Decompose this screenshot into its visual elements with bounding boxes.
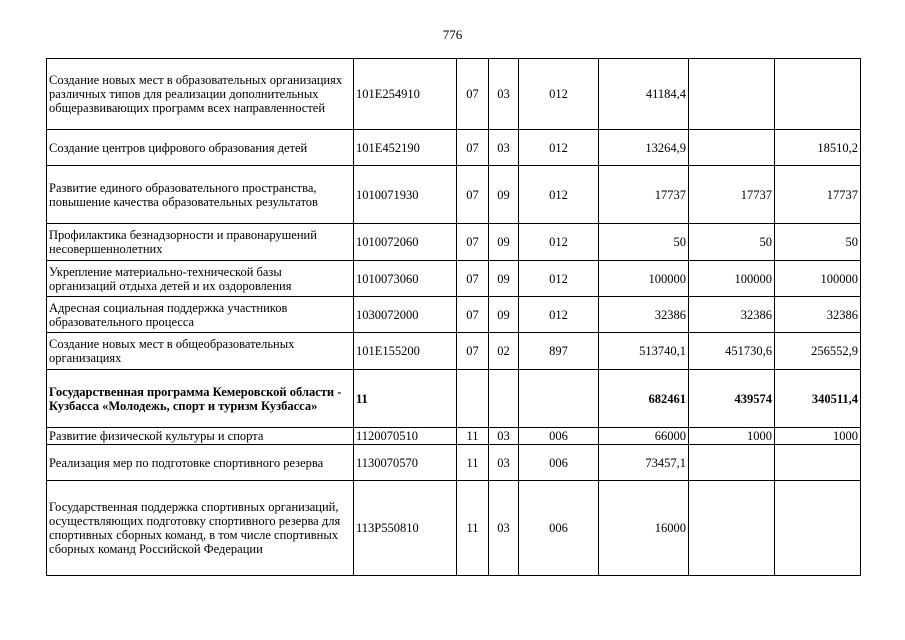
table-row (47, 297, 861, 333)
row-amount-1: 16000 (599, 481, 689, 576)
table-row (47, 224, 861, 261)
row-name: Государственная поддержка спортивных организаций, осуществляющих подготовку спортивного резерва для спортивных сборных команд, в том числе спортивных сборных команд Российской Федерации (47, 481, 354, 576)
row-amount-1: 17737 (599, 166, 689, 224)
row-expense-type (519, 370, 599, 428)
row-subsection: 03 (489, 130, 519, 166)
table-row (47, 428, 861, 445)
row-amount-1: 66000 (599, 428, 689, 445)
row-amount-3: 340511,4 (775, 370, 861, 428)
row-code: 113Р550810 (354, 481, 457, 576)
row-amount-1: 682461 (599, 370, 689, 428)
row-amount-2 (689, 445, 775, 481)
row-amount-2 (689, 59, 775, 130)
row-code: 1130070570 (354, 445, 457, 481)
row-amount-3 (775, 481, 861, 576)
row-expense-type: 012 (519, 130, 599, 166)
row-amount-1: 50 (599, 224, 689, 261)
row-expense-type: 012 (519, 59, 599, 130)
row-section: 07 (457, 130, 489, 166)
row-section: 07 (457, 224, 489, 261)
row-amount-3: 1000 (775, 428, 861, 445)
row-name: Создание новых мест в образовательных организациях различных типов для реализации дополнительных общеразвивающих программ всех направленностей (47, 59, 354, 130)
row-section: 11 (457, 445, 489, 481)
row-code: 101Е254910 (354, 59, 457, 130)
row-code: 1010073060 (354, 261, 457, 297)
row-code: 1010071930 (354, 166, 457, 224)
row-amount-3 (775, 59, 861, 130)
row-amount-1: 100000 (599, 261, 689, 297)
row-subsection: 03 (489, 428, 519, 445)
row-amount-1: 32386 (599, 297, 689, 333)
table-row (47, 370, 861, 428)
row-subsection: 03 (489, 59, 519, 130)
row-subsection: 09 (489, 224, 519, 261)
row-subsection: 03 (489, 445, 519, 481)
row-amount-1: 41184,4 (599, 59, 689, 130)
row-subsection: 02 (489, 333, 519, 370)
row-expense-type: 897 (519, 333, 599, 370)
row-amount-2: 17737 (689, 166, 775, 224)
table-row (47, 261, 861, 297)
row-subsection: 03 (489, 481, 519, 576)
row-section (457, 370, 489, 428)
row-amount-2: 451730,6 (689, 333, 775, 370)
budget-table (46, 58, 861, 576)
row-expense-type: 006 (519, 481, 599, 576)
page-number: 776 (442, 27, 463, 42)
row-name: Создание центров цифрового образования детей (47, 130, 354, 166)
row-amount-3: 50 (775, 224, 861, 261)
row-amount-1: 73457,1 (599, 445, 689, 481)
row-code: 101Е452190 (354, 130, 457, 166)
row-amount-3: 256552,9 (775, 333, 861, 370)
row-expense-type: 012 (519, 297, 599, 333)
row-code: 11 (354, 370, 457, 428)
row-subsection: 09 (489, 166, 519, 224)
row-name: Государственная программа Кемеровской области - Кузбасса «Молодежь, спорт и туризм Кузбасса» (47, 370, 354, 428)
row-section: 07 (457, 59, 489, 130)
row-amount-2: 100000 (689, 261, 775, 297)
row-amount-2: 50 (689, 224, 775, 261)
row-expense-type: 012 (519, 261, 599, 297)
row-code: 1030072000 (354, 297, 457, 333)
table-row (47, 130, 861, 166)
table-row (47, 481, 861, 576)
row-amount-2: 1000 (689, 428, 775, 445)
row-expense-type: 012 (519, 224, 599, 261)
table-row (47, 445, 861, 481)
row-name: Реализация мер по подготовке спортивного резерва (47, 445, 354, 481)
row-name: Развитие физической культуры и спорта (47, 428, 354, 445)
row-section: 11 (457, 428, 489, 445)
row-expense-type: 012 (519, 166, 599, 224)
table-row (47, 59, 861, 130)
row-amount-3: 100000 (775, 261, 861, 297)
row-code: 1010072060 (354, 224, 457, 261)
row-name: Профилактика безнадзорности и правонарушений несовершеннолетних (47, 224, 354, 261)
row-section: 11 (457, 481, 489, 576)
row-expense-type: 006 (519, 445, 599, 481)
row-amount-2: 32386 (689, 297, 775, 333)
row-code: 101Е155200 (354, 333, 457, 370)
row-amount-2 (689, 481, 775, 576)
row-amount-1: 13264,9 (599, 130, 689, 166)
row-amount-3 (775, 445, 861, 481)
row-amount-2: 439574 (689, 370, 775, 428)
row-subsection: 09 (489, 297, 519, 333)
row-amount-3: 17737 (775, 166, 861, 224)
row-code: 1120070510 (354, 428, 457, 445)
table-row (47, 333, 861, 370)
row-name: Развитие единого образовательного пространства, повышение качества образовательных результатов (47, 166, 354, 224)
row-amount-3: 18510,2 (775, 130, 861, 166)
row-amount-2 (689, 130, 775, 166)
row-subsection (489, 370, 519, 428)
row-subsection: 09 (489, 261, 519, 297)
row-amount-3: 32386 (775, 297, 861, 333)
row-name: Укрепление материально-технической базы организаций отдыха детей и их оздоровления (47, 261, 354, 297)
row-name: Адресная социальная поддержка участников образовательного процесса (47, 297, 354, 333)
table-row (47, 166, 861, 224)
row-section: 07 (457, 297, 489, 333)
row-section: 07 (457, 261, 489, 297)
row-section: 07 (457, 333, 489, 370)
row-section: 07 (457, 166, 489, 224)
row-amount-1: 513740,1 (599, 333, 689, 370)
row-name: Создание новых мест в общеобразовательных организациях (47, 333, 354, 370)
row-expense-type: 006 (519, 428, 599, 445)
